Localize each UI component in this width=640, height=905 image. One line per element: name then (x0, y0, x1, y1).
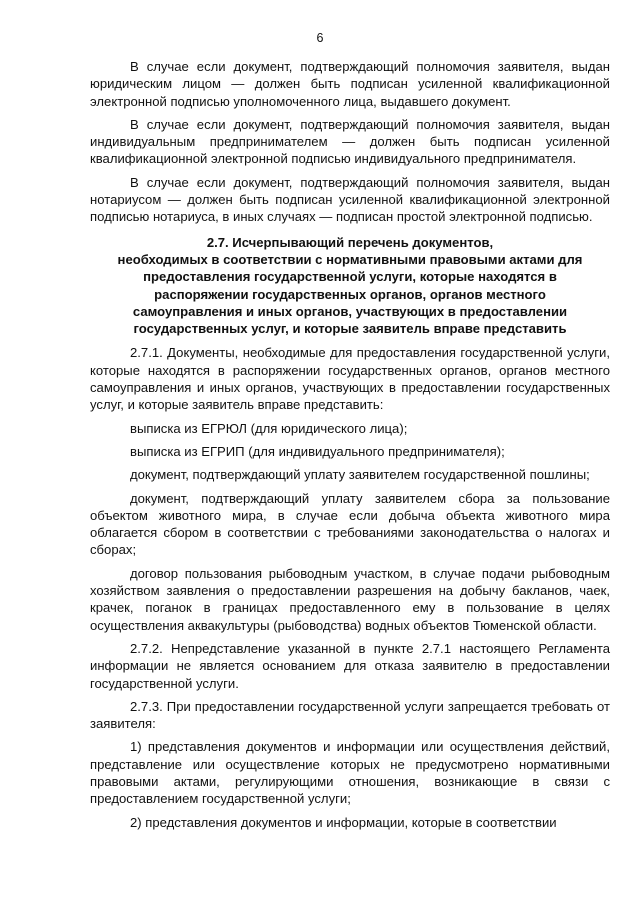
heading-line: предоставления государственной услуги, которые находятся в (143, 269, 557, 285)
heading-line: самоуправления и иных органов, участвующих в предоставлении (132, 303, 568, 319)
section-heading (90, 234, 610, 338)
list-item-wildlife-fee: документ, подтверждающий уплату заявителем сбора за пользование объектом животного мира, в случае если добыча объекта животного мира облагается сбором в соответствии с требованиями законодательства о налогах и сборах; (90, 490, 610, 558)
paragraph-2-7-2: 2.7.2. Непредставление указанной в пункте 2.7.1 настоящего Регламента информации не является основанием для отказа заявителю в предоставлении государственной услуги. (90, 640, 610, 691)
paragraph-authority-entrepreneur: В случае если документ, подтверждающий полномочия заявителя, выдан индивидуальным предпринимателем — должен быть подписан усиленной квалификационной электронной подписью индивидуального предпринимателя. (90, 116, 610, 167)
list-item-prohibited-1: 1) представления документов и информации или осуществления действий, представление или осуществление которых не предусмотрено нормативными правовыми актами, регулирующими отношения, возникающие в связи с предоставлением государственной услуги; (90, 739, 610, 807)
heading-line: государственных услуг, и которые заявитель вправе представить (133, 321, 567, 337)
list-item-egrip: выписка из ЕГРИП (для индивидуального предпринимателя); (130, 443, 505, 459)
list-item-fish-farming-contract: договор пользования рыбоводным участком, в случае подачи рыбоводным хозяйством заявления о предоставлении разрешения на добычу бакланов, чаек, крачек, поганок в границах предоставленного ему в пользование в целях осуществления аквакультуры (рыбоводства) водных объектов Тюменской области. (90, 565, 610, 633)
heading-line: 2.7. Исчерпывающий перечень документов, (206, 234, 494, 250)
page-number: 6 (316, 31, 324, 45)
paragraph-2-7-1: 2.7.1. Документы, необходимые для предоставления государственной услуги, которые находятся в распоряжении государственных органов, органов местного самоуправления и иных органов, участвующих в предоставлении государственных услуг, и которые заявитель вправе представить: (90, 345, 610, 413)
paragraph-authority-legal-entity: В случае если документ, подтверждающий полномочия заявителя, выдан юридическим лицом — должен быть подписан усиленной квалификационной электронной подписью уполномоченного лица, выдавшего документ. (90, 59, 610, 109)
document-body (90, 58, 610, 837)
heading-line: распоряжении государственных органов, органов местного (154, 286, 546, 302)
list-item-prohibited-2: 2) представления документов и информации, которые в соответствии (130, 814, 557, 830)
paragraph-2-7-3: 2.7.3. При предоставлении государственной услуги запрещается требовать от заявителя: (90, 698, 610, 732)
paragraph-authority-notary: В случае если документ, подтверждающий полномочия заявителя, выдан нотариусом — должен быть подписан усиленной квалификационной электронной подписью нотариуса, в иных случаях — подписан простой электронной подписью. (90, 174, 610, 225)
heading-line: необходимых в соответствии с нормативными правовыми актами для (117, 251, 583, 267)
list-item-egrul: выписка из ЕГРЮЛ (для юридического лица); (130, 420, 408, 436)
list-item-state-fee: документ, подтверждающий уплату заявителем государственной пошлины; (130, 467, 590, 483)
